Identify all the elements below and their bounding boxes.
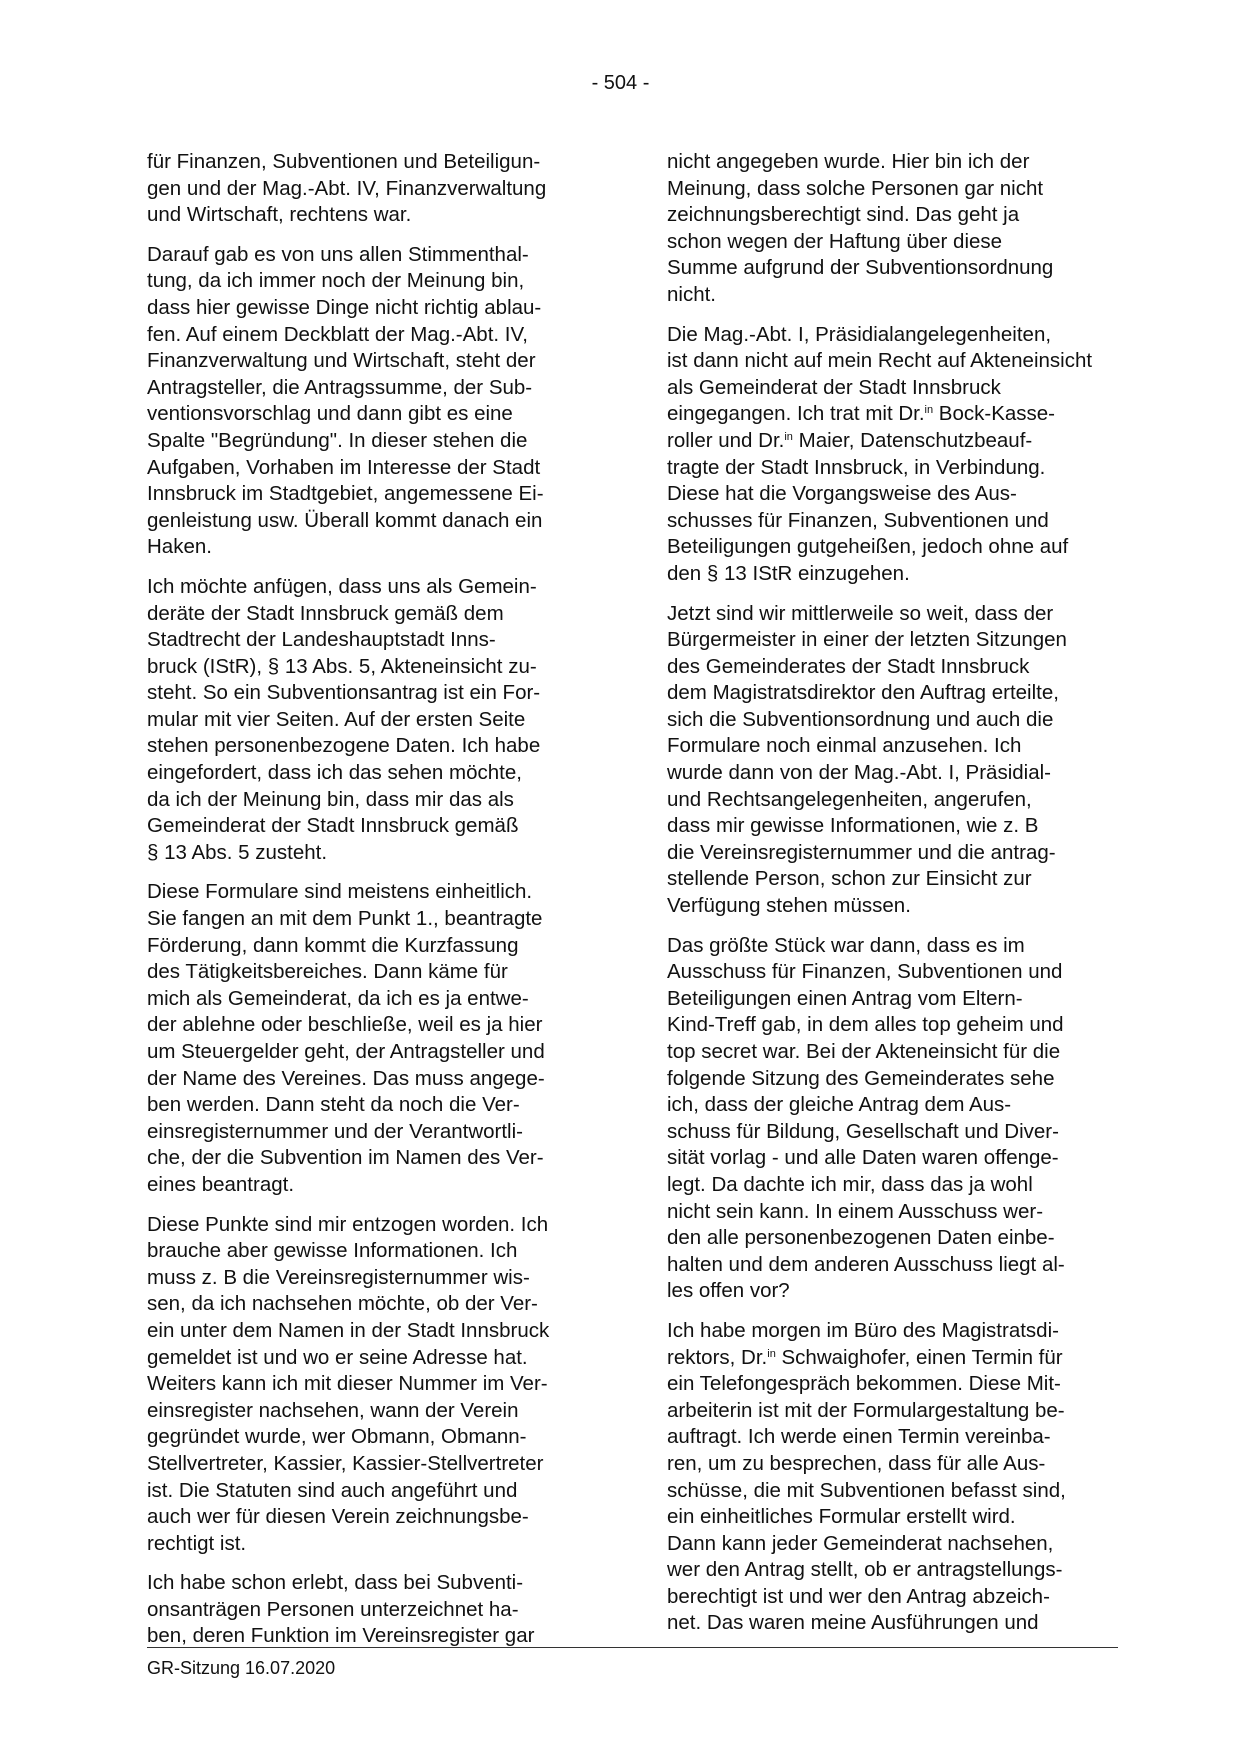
left-column	[147, 149, 596, 1663]
paragraph: Ich habe schon erlebt, dass bei Subventi- onsanträgen Personen unterzeichnet ha- ben, deren Funktion im Vereinsregister gar	[147, 1571, 535, 1648]
right-column	[667, 149, 1116, 1650]
paragraph: Ich möchte anfügen, dass uns als Gemein- deräte der Stadt Innsbruck gemäß dem Stadtrecht der Landeshauptstadt Inns- bruck (IStR), § 13 Abs. 5, Akteneinsicht zu- steht. So ein Subventionsantrag ist ein For- mular mit vier Seiten. Auf der ersten Seite stehen personenbezogene Daten. Ich habe eingefordert, dass ich das sehen möchte, da ich der Meinung bin, dass mir das als Gemeinderat der Stadt Innsbruck gemäß § 13 Abs. 5 zusteht.	[147, 574, 541, 864]
superscript: in	[767, 1347, 776, 1360]
paragraph: für Finanzen, Subventionen und Beteiligun- gen und der Mag.-Abt. IV, Finanzverwaltung und Wirtschaft, rechtens war.	[147, 150, 547, 227]
text-run: Die Mag.-Abt. I, Präsidialangelegenheiten, ist dann nicht auf mein Recht auf Akteneinsicht als Gemeinderat der Stadt Innsbruck eingegangen. Ich trat mit Dr.	[667, 322, 1093, 426]
superscript: in	[784, 430, 793, 443]
paragraph: Das größte Stück war dann, dass es im Ausschuss für Finanzen, Subventionen und Beteiligungen einen Antrag vom Eltern- Kind-Treff gab, in dem alles top geheim und top secret war. Bei der Akteneinsicht für die folgende Sitzung des Gemeinderates sehe ich, dass der gleiche Antrag dem Aus- schuss für Bildung, Gesellschaft und Diver- sität vorlag - und alle Daten waren offenge- legt. Da dachte ich mir, dass das ja wohl nicht sein kann. In einem Ausschuss wer- den alle personenbezogenen Daten einbe- halten und dem anderen Ausschuss liegt al- les offen vor?	[667, 933, 1065, 1303]
text-run: Ich habe morgen im Büro des Magistratsdi- rektors, Dr.	[667, 1318, 1059, 1369]
text-run: Schwaighofer, einen Termin für ein Telefongespräch bekommen. Diese Mit- arbeiterin ist mit der Formulargestaltung be- auftragt. Ich werde einen Termin vereinba- ren, um zu besprechen, dass für alle Aus- schüsse, die mit Subventionen befasst sind, ein einheitliches Formular erstellt wird. Dann kann jeder Gemeinderat nachsehen, wer den Antrag stellt, ob er antragstellungs- berechtigt ist und wer den Antrag abzeich- net. Das waren meine Ausführungen und	[667, 1345, 1066, 1635]
paragraph: Jetzt sind wir mittlerweile so weit, dass der Bürgermeister in einer der letzten Sitzungen des Gemeinderates der Stadt Innsbruck dem Magistratsdirektor den Auftrag erteilte, sich die Subventionsordnung und auch die Formulare noch einmal anzusehen. Ich wurde dann von der Mag.-Abt. I, Präsidial- und Rechtsangelegenheiten, angerufen, dass mir gewisse Informationen, wie z. B die Vereinsregisternummer und die antrag- stellende Person, schon zur Einsicht zur Verfügung stehen müssen.	[667, 601, 1067, 918]
footer-session-date: GR-Sitzung 16.07.2020	[147, 1658, 336, 1678]
paragraph: Diese Formulare sind meistens einheitlich. Sie fangen an mit dem Punkt 1., beantragte Förderung, dann kommt die Kurzfassung des Tätigkeitsbereiches. Dann käme für mich als Gemeinderat, da ich es ja entwe- der ablehne oder beschließe, weil es ja hier um Steuergelder geht, der Antragsteller und der Name des Vereines. Das muss angege- ben werden. Dann steht da noch die Ver- einsregisternummer und der Verantwortli- che, der die Subvention im Namen des Ver- eines beantragt.	[147, 880, 545, 1196]
superscript: in	[924, 404, 934, 417]
page-number: - 504 -	[591, 72, 650, 94]
paragraph	[667, 322, 1116, 588]
paragraph: Diese Punkte sind mir entzogen worden. Ich brauche aber gewisse Informationen. Ich muss z. B die Vereinsregisternummer wis- sen, da ich nachsehen möchte, ob der Ver- ein unter dem Namen in der Stadt Innsbruck gemeldet ist und wo er seine Adresse hat. Weiters kann ich mit dieser Nummer im Ver- einsregister nachsehen, wann der Verein gegründet wurde, wer Obmann, Obmann- Stellvertreter, Kassier, Kassier-Stellvertreter ist. Die Statuten sind auch angeführt und auch wer für diesen Verein zeichnungsbe- rechtigt ist.	[147, 1212, 550, 1555]
text-run: Maier, Datenschutzbeauf- tragte der Stadt Innsbruck, in Verbindung. Diese hat die Vorgangsweise des Aus- schusses für Finanzen, Subventionen und Beteiligungen gutgeheißen, jedoch ohne auf den § 13 IStR einzugehen.	[667, 428, 1069, 585]
paragraph: nicht angegeben wurde. Hier bin ich der Meinung, dass solche Personen gar nicht zeichnungsberechtigt sind. Das geht ja schon wegen der Haftung über diese Summe aufgrund der Subventionsordnung nicht.	[667, 150, 1054, 306]
paragraph	[667, 1318, 1116, 1637]
footer-divider	[147, 1647, 1118, 1648]
text-run: Bock-Kasse- roller und Dr.	[667, 402, 1055, 452]
paragraph: Darauf gab es von uns allen Stimmenthal- tung, da ich immer noch der Meinung bin, dass hier gewisse Dinge nicht richtig ablau- fen. Auf einem Deckblatt der Mag.-Abt. IV, Finanzverwaltung und Wirtschaft, steht der Antragsteller, die Antragssumme, der Sub- ventionsvorschlag und dann gibt es eine Spalte "Begründung". In dieser stehen die Aufgaben, Vorhaben im Interesse der Stadt Innsbruck im Stadtgebiet, angemessene Ei- genleistung usw. Überall kommt danach ein Haken.	[147, 242, 544, 559]
